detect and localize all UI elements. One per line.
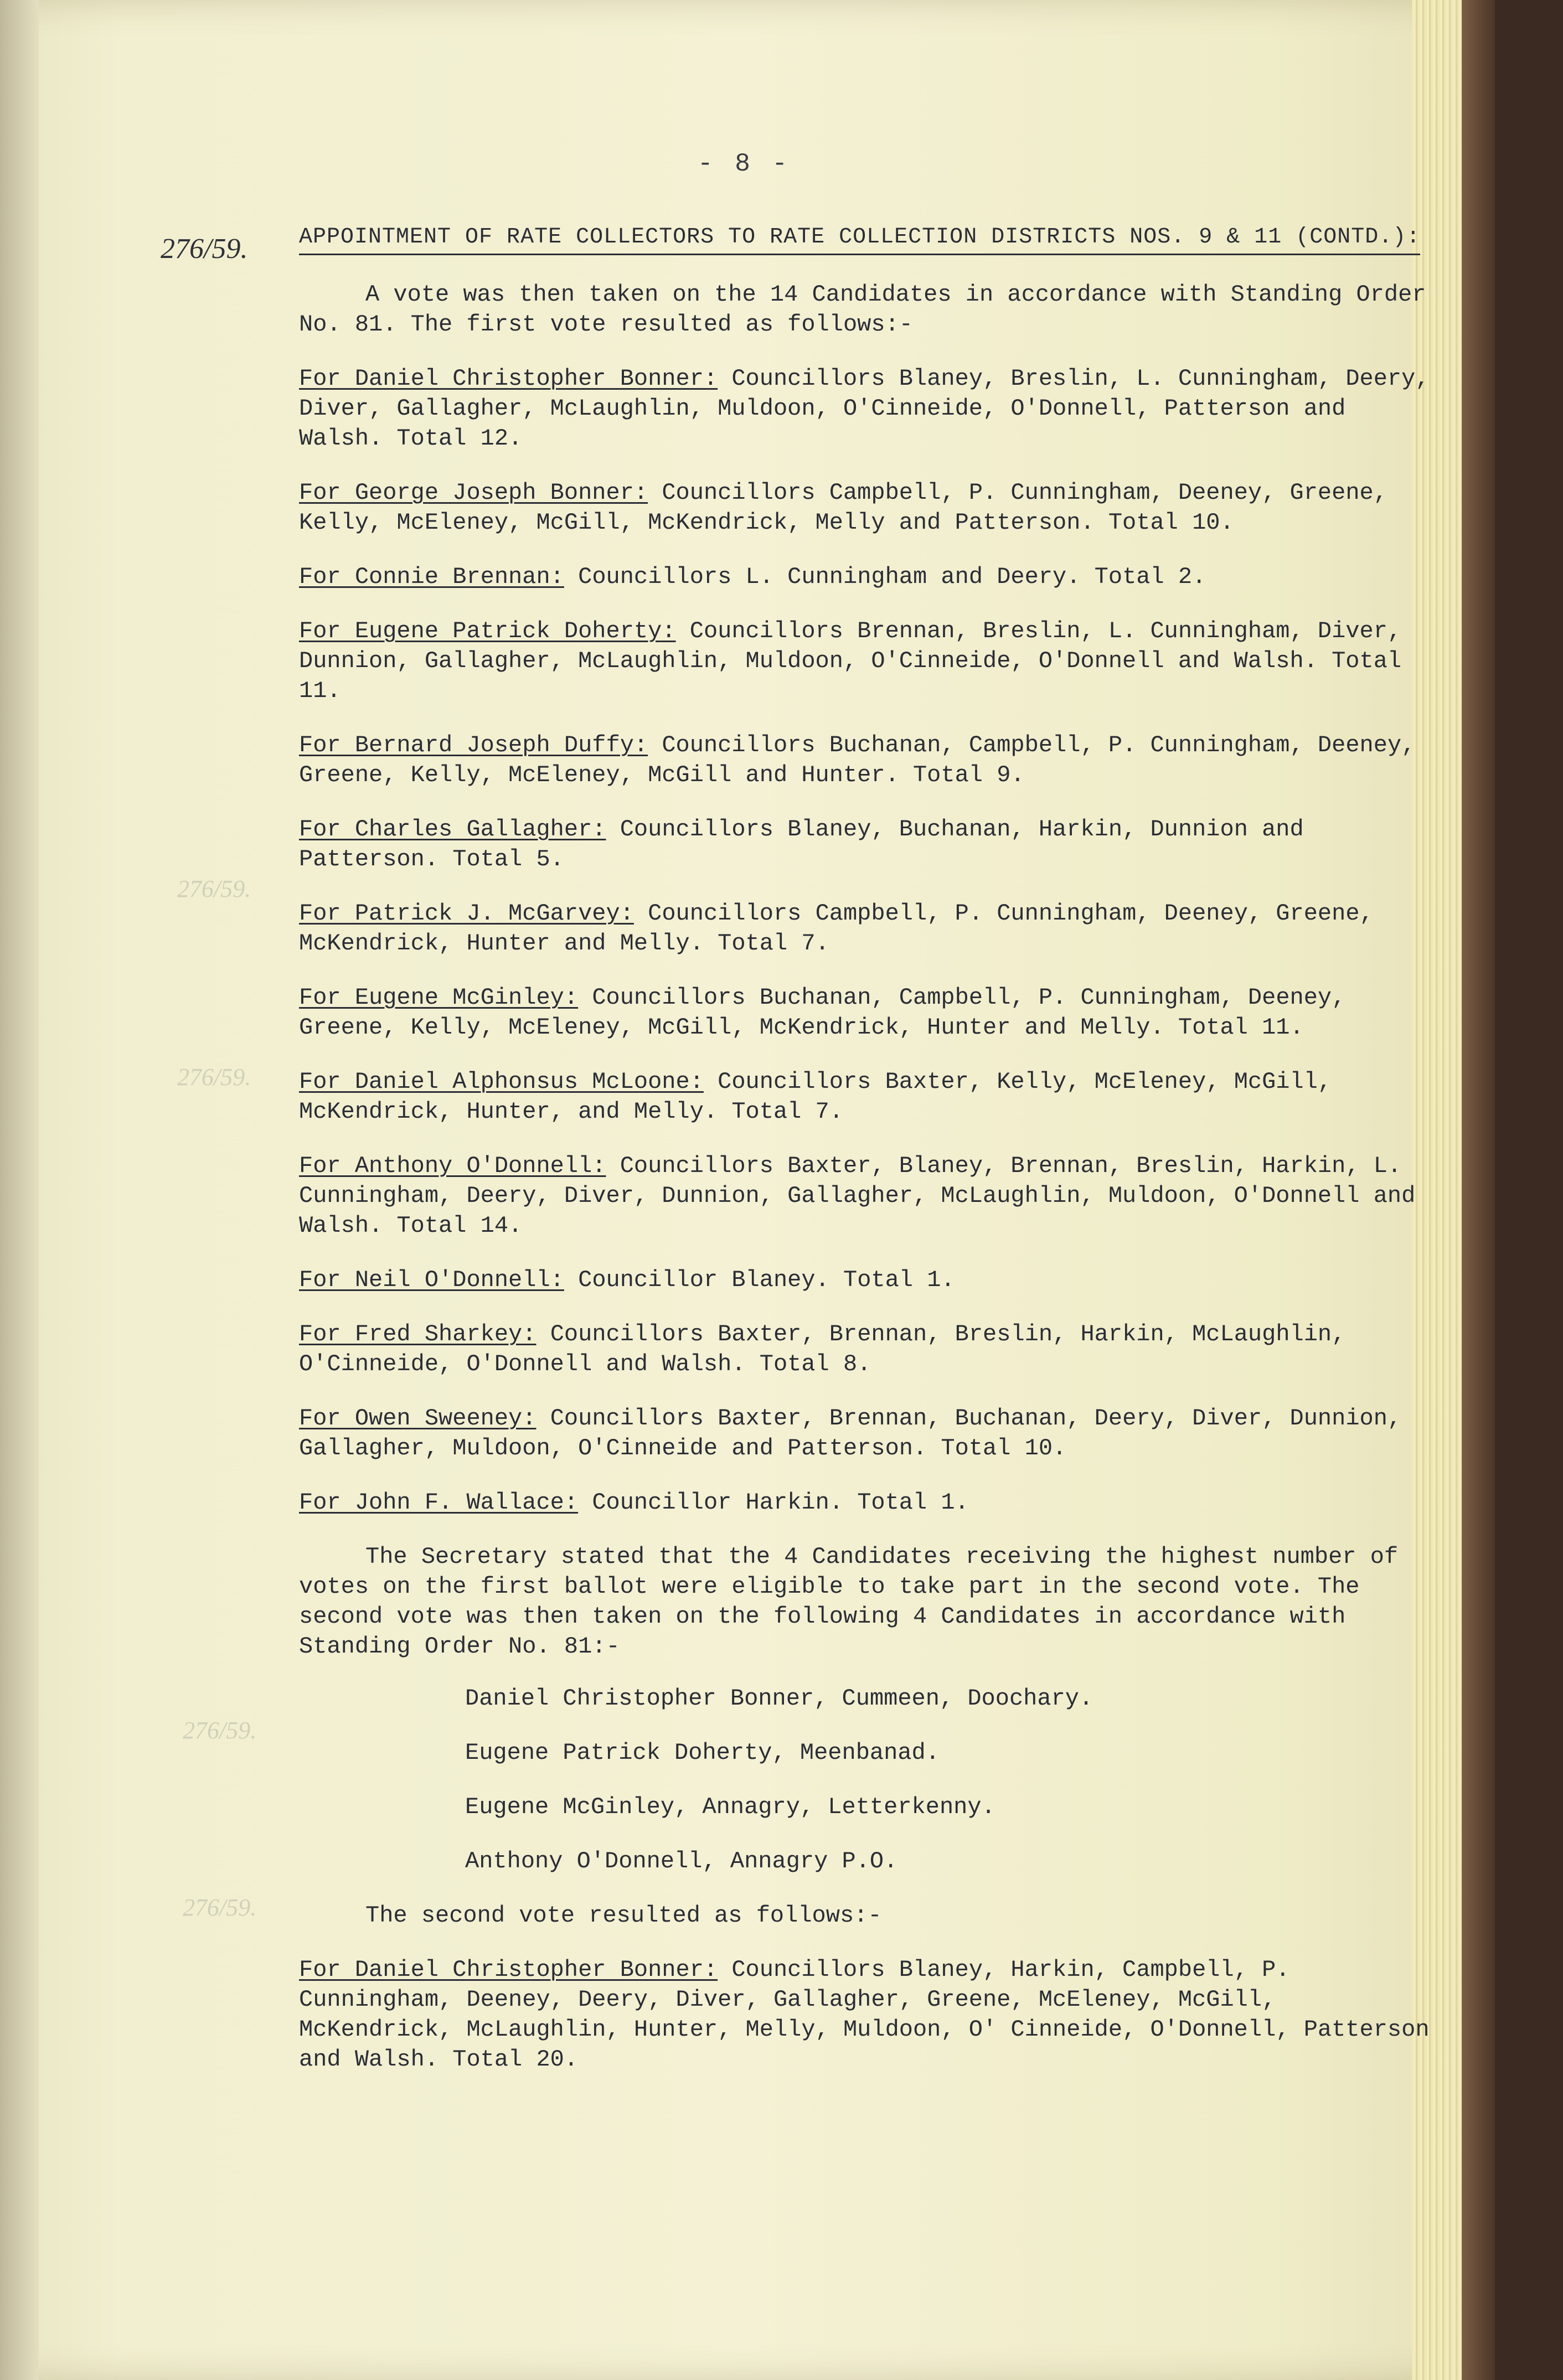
vote-entry [299, 364, 1434, 453]
secretary-statement: The Secretary stated that the 4 Candidates receiving the highest number of votes on the first ballot were eligible to take part in the second vote. The second vote was then taken on the following 4 Candidates in accordance with Standing Order No. 81:- [299, 1543, 1399, 1660]
margin-reference-faint: 276/59. [183, 1717, 257, 1744]
vote-entry [299, 1319, 1434, 1379]
vote-details: Councillor Harkin. Total 1. [592, 1489, 969, 1516]
vote-details: Councillors Blaney, Breslin, L. Cunningham, Deery, Diver, Gallagher, McLaughlin, Muldoon, O'Cinneide, O'Donnell, Patterson and Walsh. Total 12. [299, 365, 1430, 452]
candidate-address: Anthony O'Donnell, Annagry P.O. [465, 1848, 898, 1875]
candidate-name: For Daniel Christopher Bonner: [299, 365, 718, 392]
vote-entry [299, 478, 1434, 538]
candidate-name: For George Joseph Bonner: [299, 479, 648, 506]
first-vote-list [299, 364, 1434, 1517]
minutes-body [299, 221, 1434, 2074]
section-heading: APPOINTMENT OF RATE COLLECTORS TO RATE COLLECTION DISTRICTS NOS. 9 & 11 (CONTD.): [299, 223, 1420, 255]
vote-entry [299, 899, 1434, 958]
margin-reference: 276/59. [161, 233, 248, 265]
vote-details: Councillors Brennan, Breslin, L. Cunningham, Diver, Dunnion, Gallagher, McLaughlin, Muldoon, O'Cinneide, O'Donnell and Walsh. Total 11. [299, 618, 1402, 704]
vote-details: Councillors Baxter, Brennan, Buchanan, Deery, Diver, Dunnion, Gallagher, Muldoon, O'Cinneide and Patterson. Total 10. [299, 1405, 1402, 1462]
vote-entry [299, 730, 1434, 790]
vote-entry [299, 1067, 1434, 1127]
vote-details: Councillors Buchanan, Campbell, P. Cunningham, Deeney, Greene, Kelly, McEleney, McGill, McKendrick, Hunter and Melly. Total 11. [299, 984, 1346, 1041]
candidate-name: For Eugene Patrick Doherty: [299, 618, 676, 644]
candidate-name: For Charles Gallagher: [299, 816, 606, 843]
second-result-intro: The second vote resulted as follows:- [365, 1902, 882, 1929]
binding-spine [0, 0, 39, 2380]
candidate-name: For Neil O'Donnell: [299, 1267, 564, 1293]
candidate-name: For Daniel Alphonsus McLoone: [299, 1068, 704, 1095]
second-vote-entry [299, 1955, 1434, 2074]
vote-details: Councillors Blaney, Buchanan, Harkin, Dunnion and Patterson. Total 5. [299, 816, 1304, 873]
vote-entry [299, 1151, 1434, 1241]
vote-entry [299, 562, 1434, 592]
book-cover-edge [1462, 0, 1495, 2380]
vote-details: Councillors Blaney, Harkin, Campbell, P. Cunningham, Deeney, Deery, Diver, Gallagher, Greene, McEleney, McGill, McKendrick, McLaughlin, Hunter, Melly, Muldoon, O' Cinneide, O'Donnell, Patterson and Walsh. Total 20. [299, 1956, 1430, 2073]
vote-details: Councillors Campbell, P. Cunningham, Deeney, Greene, Kelly, McEleney, McGill, McKendrick, Melly and Patterson. Total 10. [299, 479, 1387, 536]
margin-reference-faint: 276/59. [183, 1894, 257, 1921]
page-number: - 8 - [698, 149, 791, 178]
candidate-name: For Bernard Joseph Duffy: [299, 732, 648, 758]
candidate-name: For Connie Brennan: [299, 564, 564, 590]
second-vote-candidates [299, 1684, 1434, 1876]
candidate-address: Eugene McGinley, Annagry, Letterkenny. [465, 1794, 995, 1820]
vote-details: Councillors Baxter, Kelly, McEleney, McGill, McKendrick, Hunter, and Melly. Total 7. [299, 1068, 1332, 1125]
vote-details: Councillors Baxter, Blaney, Brennan, Breslin, Harkin, L. Cunningham, Deery, Diver, Dunnion, Gallagher, McLaughlin, Muldoon, O'Donnell and Walsh. Total 14. [299, 1153, 1416, 1239]
vote-details: Councillor Blaney. Total 1. [578, 1267, 955, 1293]
vote-entry [299, 1488, 1434, 1517]
vote-details: Councillors Baxter, Brennan, Breslin, Harkin, McLaughlin, O'Cinneide, O'Donnell and Walsh. Total 8. [299, 1321, 1346, 1377]
candidate-address: Daniel Christopher Bonner, Cummeen, Doochary. [465, 1685, 1093, 1712]
intro-paragraph: A vote was then taken on the 14 Candidates in accordance with Standing Order No. 81. The first vote resulted as follows:- [299, 281, 1426, 338]
margin-reference-faint: 276/59. [177, 875, 251, 902]
candidate-name: For Eugene McGinley: [299, 984, 579, 1011]
vote-entry [299, 983, 1434, 1042]
margin-reference-faint: 276/59. [177, 1063, 251, 1091]
candidate-name: For Daniel Christopher Bonner: [299, 1956, 718, 1983]
vote-entry [299, 1265, 1434, 1295]
vote-entry [299, 1403, 1434, 1463]
candidate-name: For Fred Sharkey: [299, 1321, 537, 1348]
vote-details: Councillors Buchanan, Campbell, P. Cunningham, Deeney, Greene, Kelly, McEleney, McGill and Hunter. Total 9. [299, 732, 1416, 788]
candidate-name: For Patrick J. McGarvey: [299, 900, 634, 927]
candidate-name: For John F. Wallace: [299, 1489, 579, 1516]
candidate-address: Eugene Patrick Doherty, Meenbanad. [465, 1739, 940, 1766]
vote-entry [299, 814, 1434, 874]
vote-details: Councillors Campbell, P. Cunningham, Deeney, Greene, McKendrick, Hunter and Melly. Total 7. [299, 900, 1374, 957]
candidate-name: For Owen Sweeney: [299, 1405, 537, 1432]
vote-entry [299, 616, 1434, 706]
vote-details: Councillors L. Cunningham and Deery. Total 2. [578, 564, 1206, 590]
candidate-name: For Anthony O'Donnell: [299, 1153, 606, 1179]
